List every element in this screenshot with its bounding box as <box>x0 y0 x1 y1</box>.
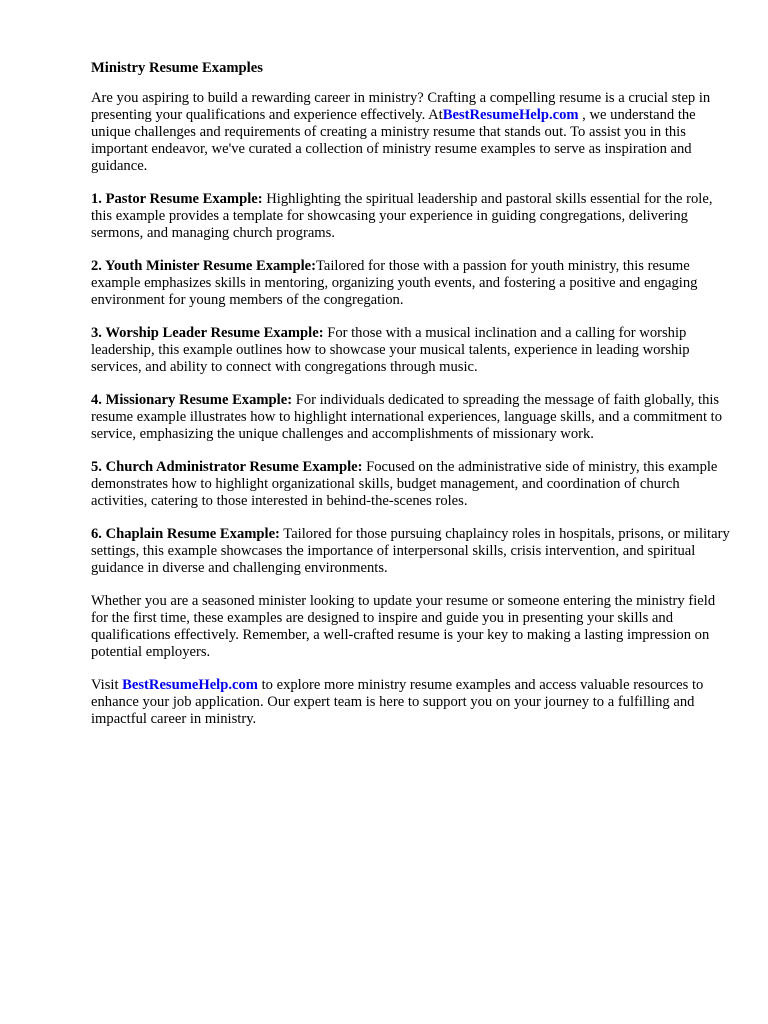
document-page <box>91 60 731 744</box>
church-administrator-example-paragraph <box>91 459 731 510</box>
visit-text-after-link: to explore more ministry resume examples and access valuable resources to enhance your job application. Our expert team is here to support you on your journey to a fulfilling and impactful career in ministry. <box>91 677 704 727</box>
example-text: Highlighting the spiritual leadership and pastoral skills essential for the role, this example provides a template for showcasing your experience in guiding congregations, delivering sermons, and managing church programs. <box>91 191 713 241</box>
example-heading: 6. Chaplain Resume Example: <box>91 526 280 542</box>
example-heading: 2. Youth Minister Resume Example: <box>91 258 316 274</box>
example-text: Tailored for those pursuing chaplaincy roles in hospitals, prisons, or military settings, this example showcases the importance of interpersonal skills, crisis intervention, and spiritual guidance in diverse and challenging environments. <box>91 526 730 576</box>
chaplain-example-paragraph <box>91 526 731 577</box>
visit-paragraph <box>91 677 731 728</box>
example-text: For individuals dedicated to spreading the message of faith globally, this resume example illustrates how to highlight international experiences, language skills, and a commitment to service, emphasizing the unique challenges and accomplishments of missionary work. <box>91 392 723 442</box>
youth-minister-example-paragraph <box>91 258 731 309</box>
bestresumehelp-link[interactable]: BestResumeHelp.com <box>442 107 579 123</box>
intro-paragraph <box>91 90 731 175</box>
example-heading: 1. Pastor Resume Example: <box>91 191 263 207</box>
intro-text-after-link: , we understand the unique challenges and requirements of creating a ministry resume that stands out. To assist you in this important endeavor, we've curated a collection of ministry resume examples to serve as inspiration and guidance. <box>91 107 696 174</box>
closing-paragraph: Whether you are a seasoned minister looking to update your resume or someone entering the ministry field for the first time, these examples are designed to inspire and guide you in presenting your skills and qualifications effectively. Remember, a well-crafted resume is your key to making a lasting impression on potential employers. <box>91 593 716 660</box>
example-text: For those with a musical inclination and a calling for worship leadership, this example outlines how to showcase your musical talents, experience in leading worship services, and ability to connect with congregations through music. <box>91 325 690 375</box>
visit-text-before-link: Visit <box>91 677 123 693</box>
example-text: Tailored for those with a passion for youth ministry, this resume example emphasizes skills in mentoring, organizing youth events, and fostering a positive and engaging environment for young members of the congregation. <box>91 258 698 308</box>
example-heading: 3. Worship Leader Resume Example: <box>91 325 324 341</box>
example-heading: 4. Missionary Resume Example: <box>91 392 293 408</box>
intro-text-before-link: Are you aspiring to build a rewarding career in ministry? Crafting a compelling resume is a crucial step in presenting your qualifications and experience effectively. At <box>91 90 711 123</box>
bestresumehelp-link[interactable]: BestResumeHelp.com <box>122 677 258 693</box>
example-text: Focused on the administrative side of ministry, this example demonstrates how to highlight organizational skills, budget management, and coordination of church activities, catering to those interested in behind-the-scenes roles. <box>91 459 718 509</box>
document-title: Ministry Resume Examples <box>91 60 263 76</box>
missionary-example-paragraph <box>91 392 731 443</box>
pastor-example-paragraph <box>91 191 731 242</box>
example-heading: 5. Church Administrator Resume Example: <box>91 459 363 475</box>
worship-leader-example-paragraph <box>91 325 731 376</box>
